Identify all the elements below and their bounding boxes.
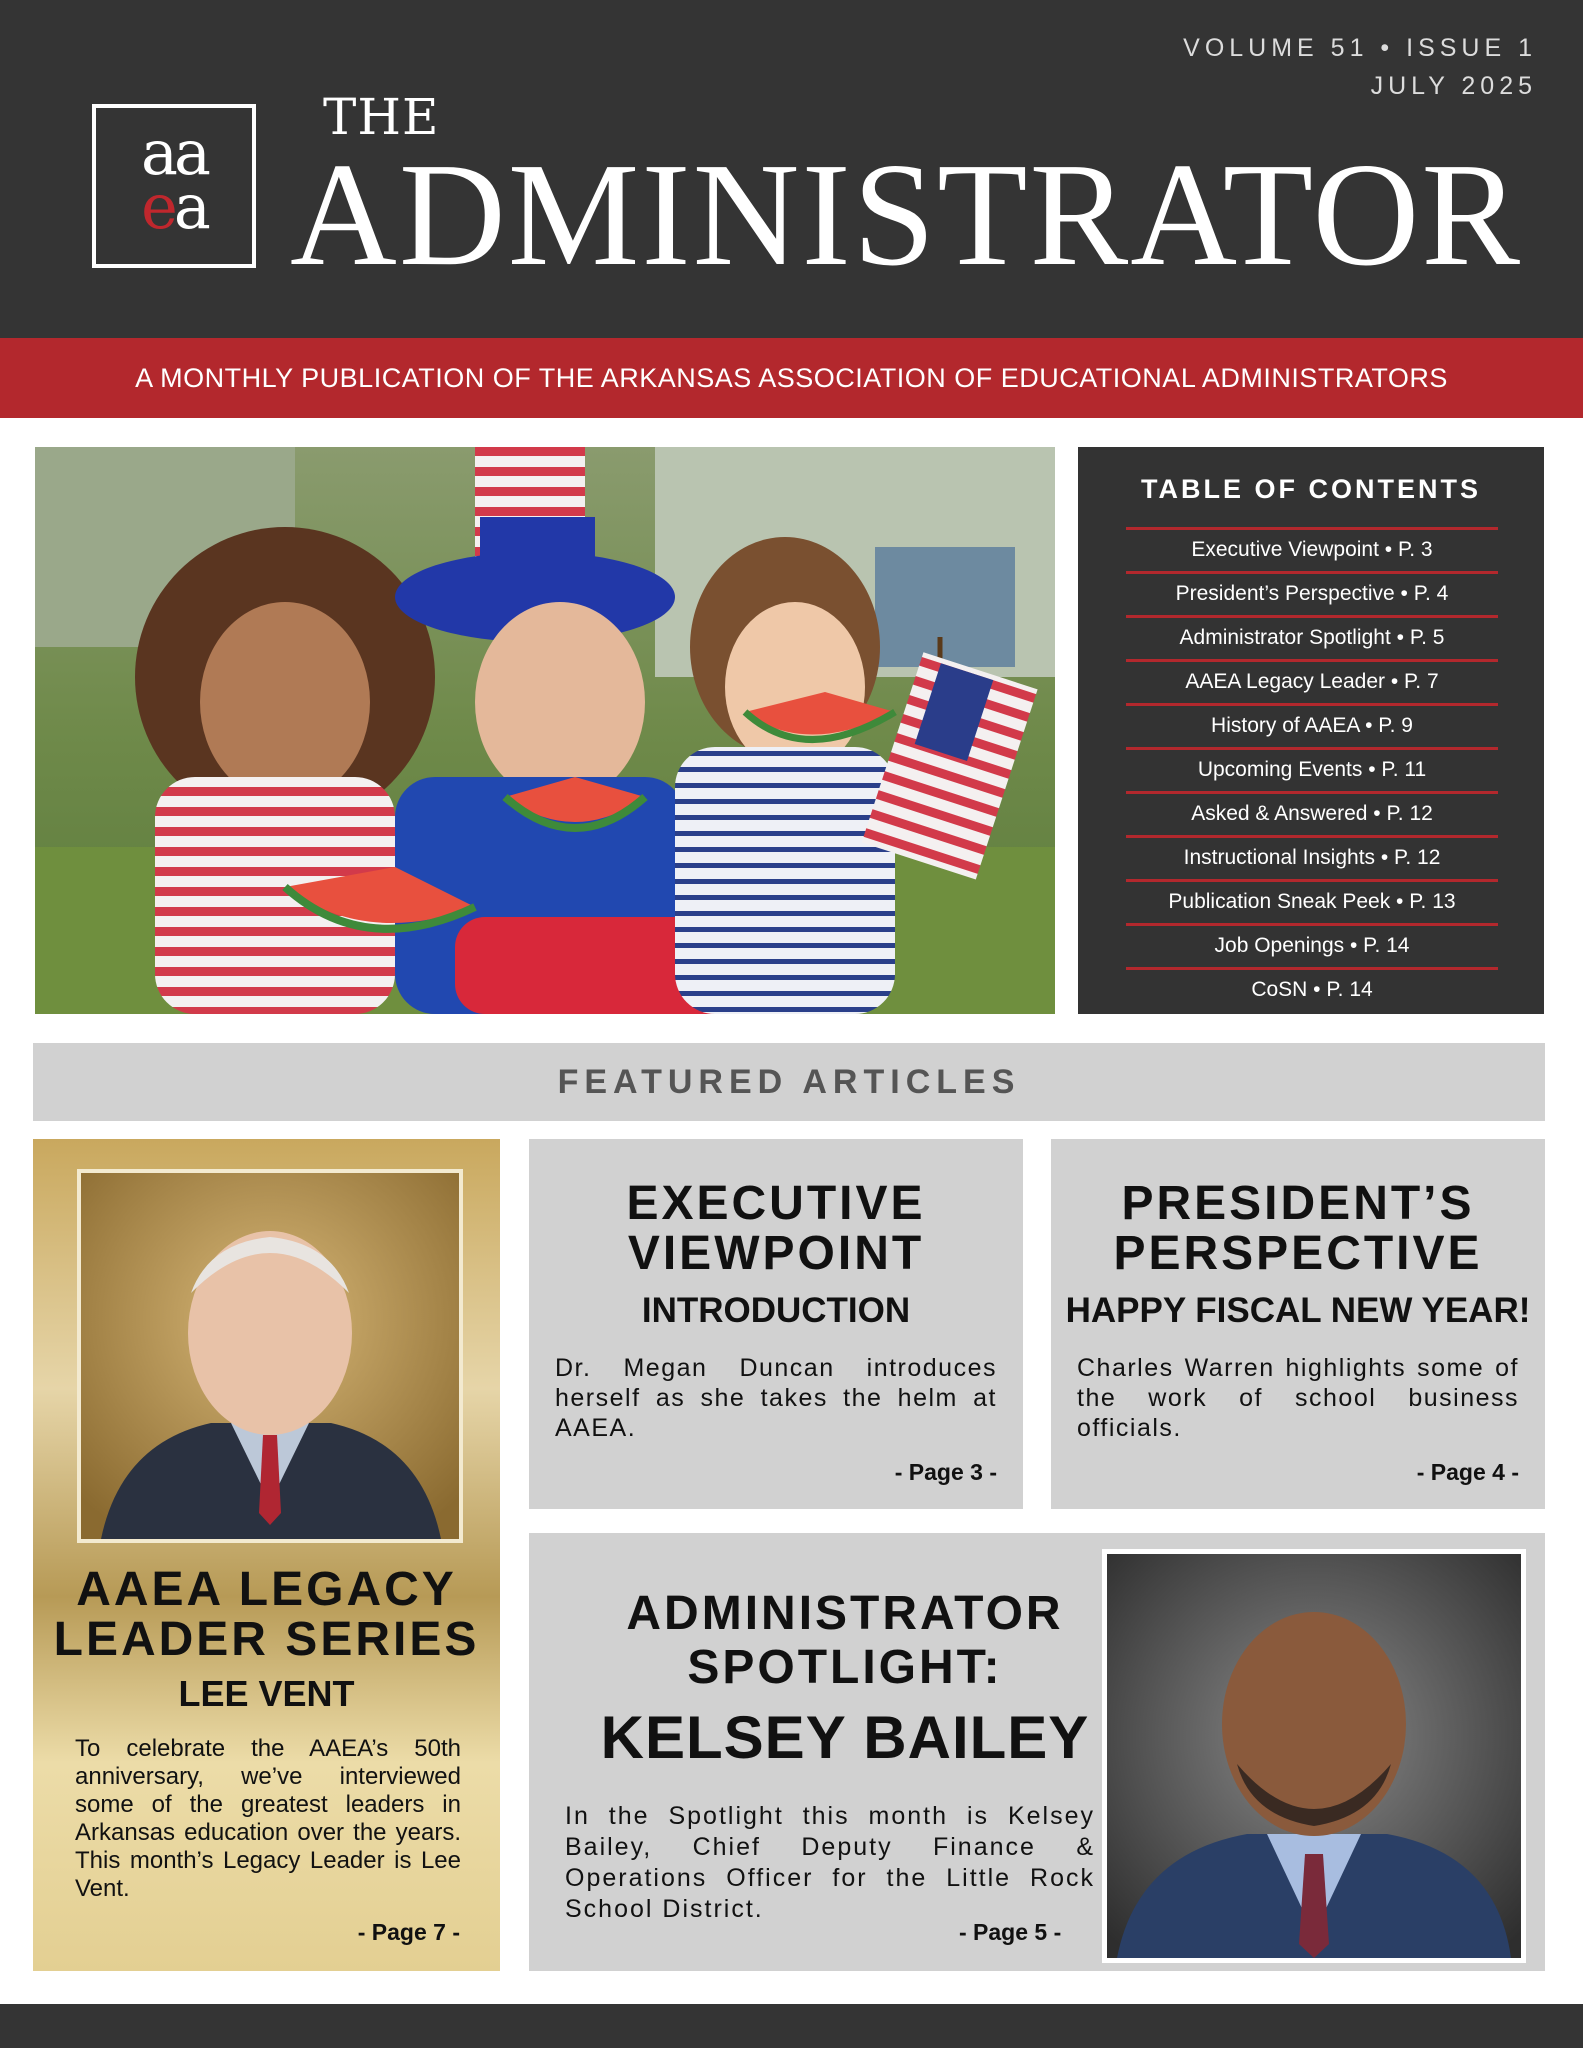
hero-illustration: [35, 447, 1055, 1014]
toc-item-asked-answered[interactable]: Asked & Answered • P. 12: [1126, 791, 1498, 835]
tagline-banner: A MONTHLY PUBLICATION OF THE ARKANSAS ASSOCIATION OF EDUCATIONAL ADMINISTRATORS: [0, 338, 1583, 418]
president-subtitle: HAPPY FISCAL NEW YEAR!: [1065, 1291, 1531, 1330]
spotlight-page-link[interactable]: - Page 5 -: [959, 1919, 1062, 1945]
kelsey-bailey-photo: [1102, 1549, 1526, 1963]
president-title-line-2: PERSPECTIVE: [1113, 1227, 1483, 1280]
president-summary: Charles Warren highlights some of the work of school business officials.: [1077, 1354, 1519, 1442]
issue-date: JULY 2025: [1370, 72, 1537, 100]
toc-title: TABLE OF CONTENTS: [1141, 474, 1481, 504]
hero-image-children-watermelon: [35, 447, 1055, 1014]
legacy-title-line-2: LEADER SERIES: [53, 1613, 480, 1666]
toc-item-presidents-perspective[interactable]: President’s Perspective • P. 4: [1126, 571, 1498, 615]
logo-letter: a: [173, 170, 207, 243]
lee-vent-portrait: [81, 1173, 459, 1539]
publication-title: ADMINISTRATOR: [290, 133, 1523, 297]
toc-list: [1126, 527, 1498, 1011]
kelsey-bailey-portrait: [1107, 1554, 1521, 1958]
executive-page-link[interactable]: - Page 3 -: [894, 1459, 997, 1485]
legacy-subtitle: LEE VENT: [178, 1673, 355, 1714]
masthead: [0, 0, 1583, 338]
executive-subtitle: INTRODUCTION: [641, 1291, 911, 1330]
spotlight-title: [559, 1587, 1131, 1695]
legacy-leader-card[interactable]: [33, 1139, 500, 1971]
toc-item-job-openings[interactable]: Job Openings • P. 14: [1126, 923, 1498, 967]
logo-line-2: [96, 170, 252, 243]
volume-issue: VOLUME 51 • ISSUE 1: [1183, 34, 1537, 62]
logo-line-1: aa: [141, 116, 207, 189]
toc-item-legacy-leader[interactable]: AAEA Legacy Leader • P. 7: [1126, 659, 1498, 703]
toc-item-instructional-insights[interactable]: Instructional Insights • P. 12: [1126, 835, 1498, 879]
president-title-line-1: PRESIDENT’S: [1121, 1177, 1475, 1230]
administrator-spotlight-card[interactable]: [529, 1533, 1545, 1971]
spotlight-title-line-2: SPOTLIGHT:: [687, 1641, 1003, 1694]
spotlight-title-line-1: ADMINISTRATOR: [626, 1587, 1064, 1640]
spotlight-summary: In the Spotlight this month is Kelsey Bailey, Chief Deputy Finance & Operations Officer for the Little Rock School District.: [565, 1802, 1095, 1923]
executive-title-line-2: VIEWPOINT: [627, 1227, 925, 1280]
footer-bar: [0, 2004, 1583, 2048]
logo-red-letter: e: [141, 170, 174, 243]
featured-articles-heading: FEATURED ARTICLES: [33, 1043, 1545, 1121]
presidents-perspective-card[interactable]: [1051, 1139, 1545, 1509]
legacy-page-link[interactable]: - Page 7 -: [357, 1919, 460, 1945]
toc-item-administrator-spotlight[interactable]: Administrator Spotlight • P. 5: [1126, 615, 1498, 659]
aaea-logo: [92, 104, 256, 268]
toc-item-upcoming-events[interactable]: Upcoming Events • P. 11: [1126, 747, 1498, 791]
toc-item-history[interactable]: History of AAEA • P. 9: [1126, 703, 1498, 747]
title-the: THE: [323, 88, 440, 146]
executive-viewpoint-card[interactable]: [529, 1139, 1023, 1509]
toc-item-sneak-peek[interactable]: Publication Sneak Peek • P. 13: [1126, 879, 1498, 923]
toc-item-cosn[interactable]: CoSN • P. 14: [1126, 967, 1498, 1011]
legacy-summary: To celebrate the AAEA’s 50th anniversary, we’ve interviewed some of the greatest leaders in Arkansas education over the years. This month’s Legacy Leader is Lee Vent.: [75, 1735, 461, 1902]
table-of-contents: [1078, 447, 1544, 1014]
executive-summary: Dr. Megan Duncan introduces herself as she takes the helm at AAEA.: [555, 1354, 997, 1442]
executive-title: [529, 1179, 1023, 1279]
lee-vent-photo: [77, 1169, 463, 1543]
legacy-title-line-1: AAEA LEGACY: [76, 1563, 457, 1616]
spotlight-name: KELSEY BAILEY: [600, 1704, 1090, 1771]
president-title: [1051, 1179, 1545, 1279]
president-page-link[interactable]: - Page 4 -: [1416, 1459, 1519, 1485]
legacy-title: [33, 1565, 500, 1665]
executive-title-line-1: EXECUTIVE: [626, 1177, 926, 1230]
toc-item-executive-viewpoint[interactable]: Executive Viewpoint • P. 3: [1126, 527, 1498, 571]
